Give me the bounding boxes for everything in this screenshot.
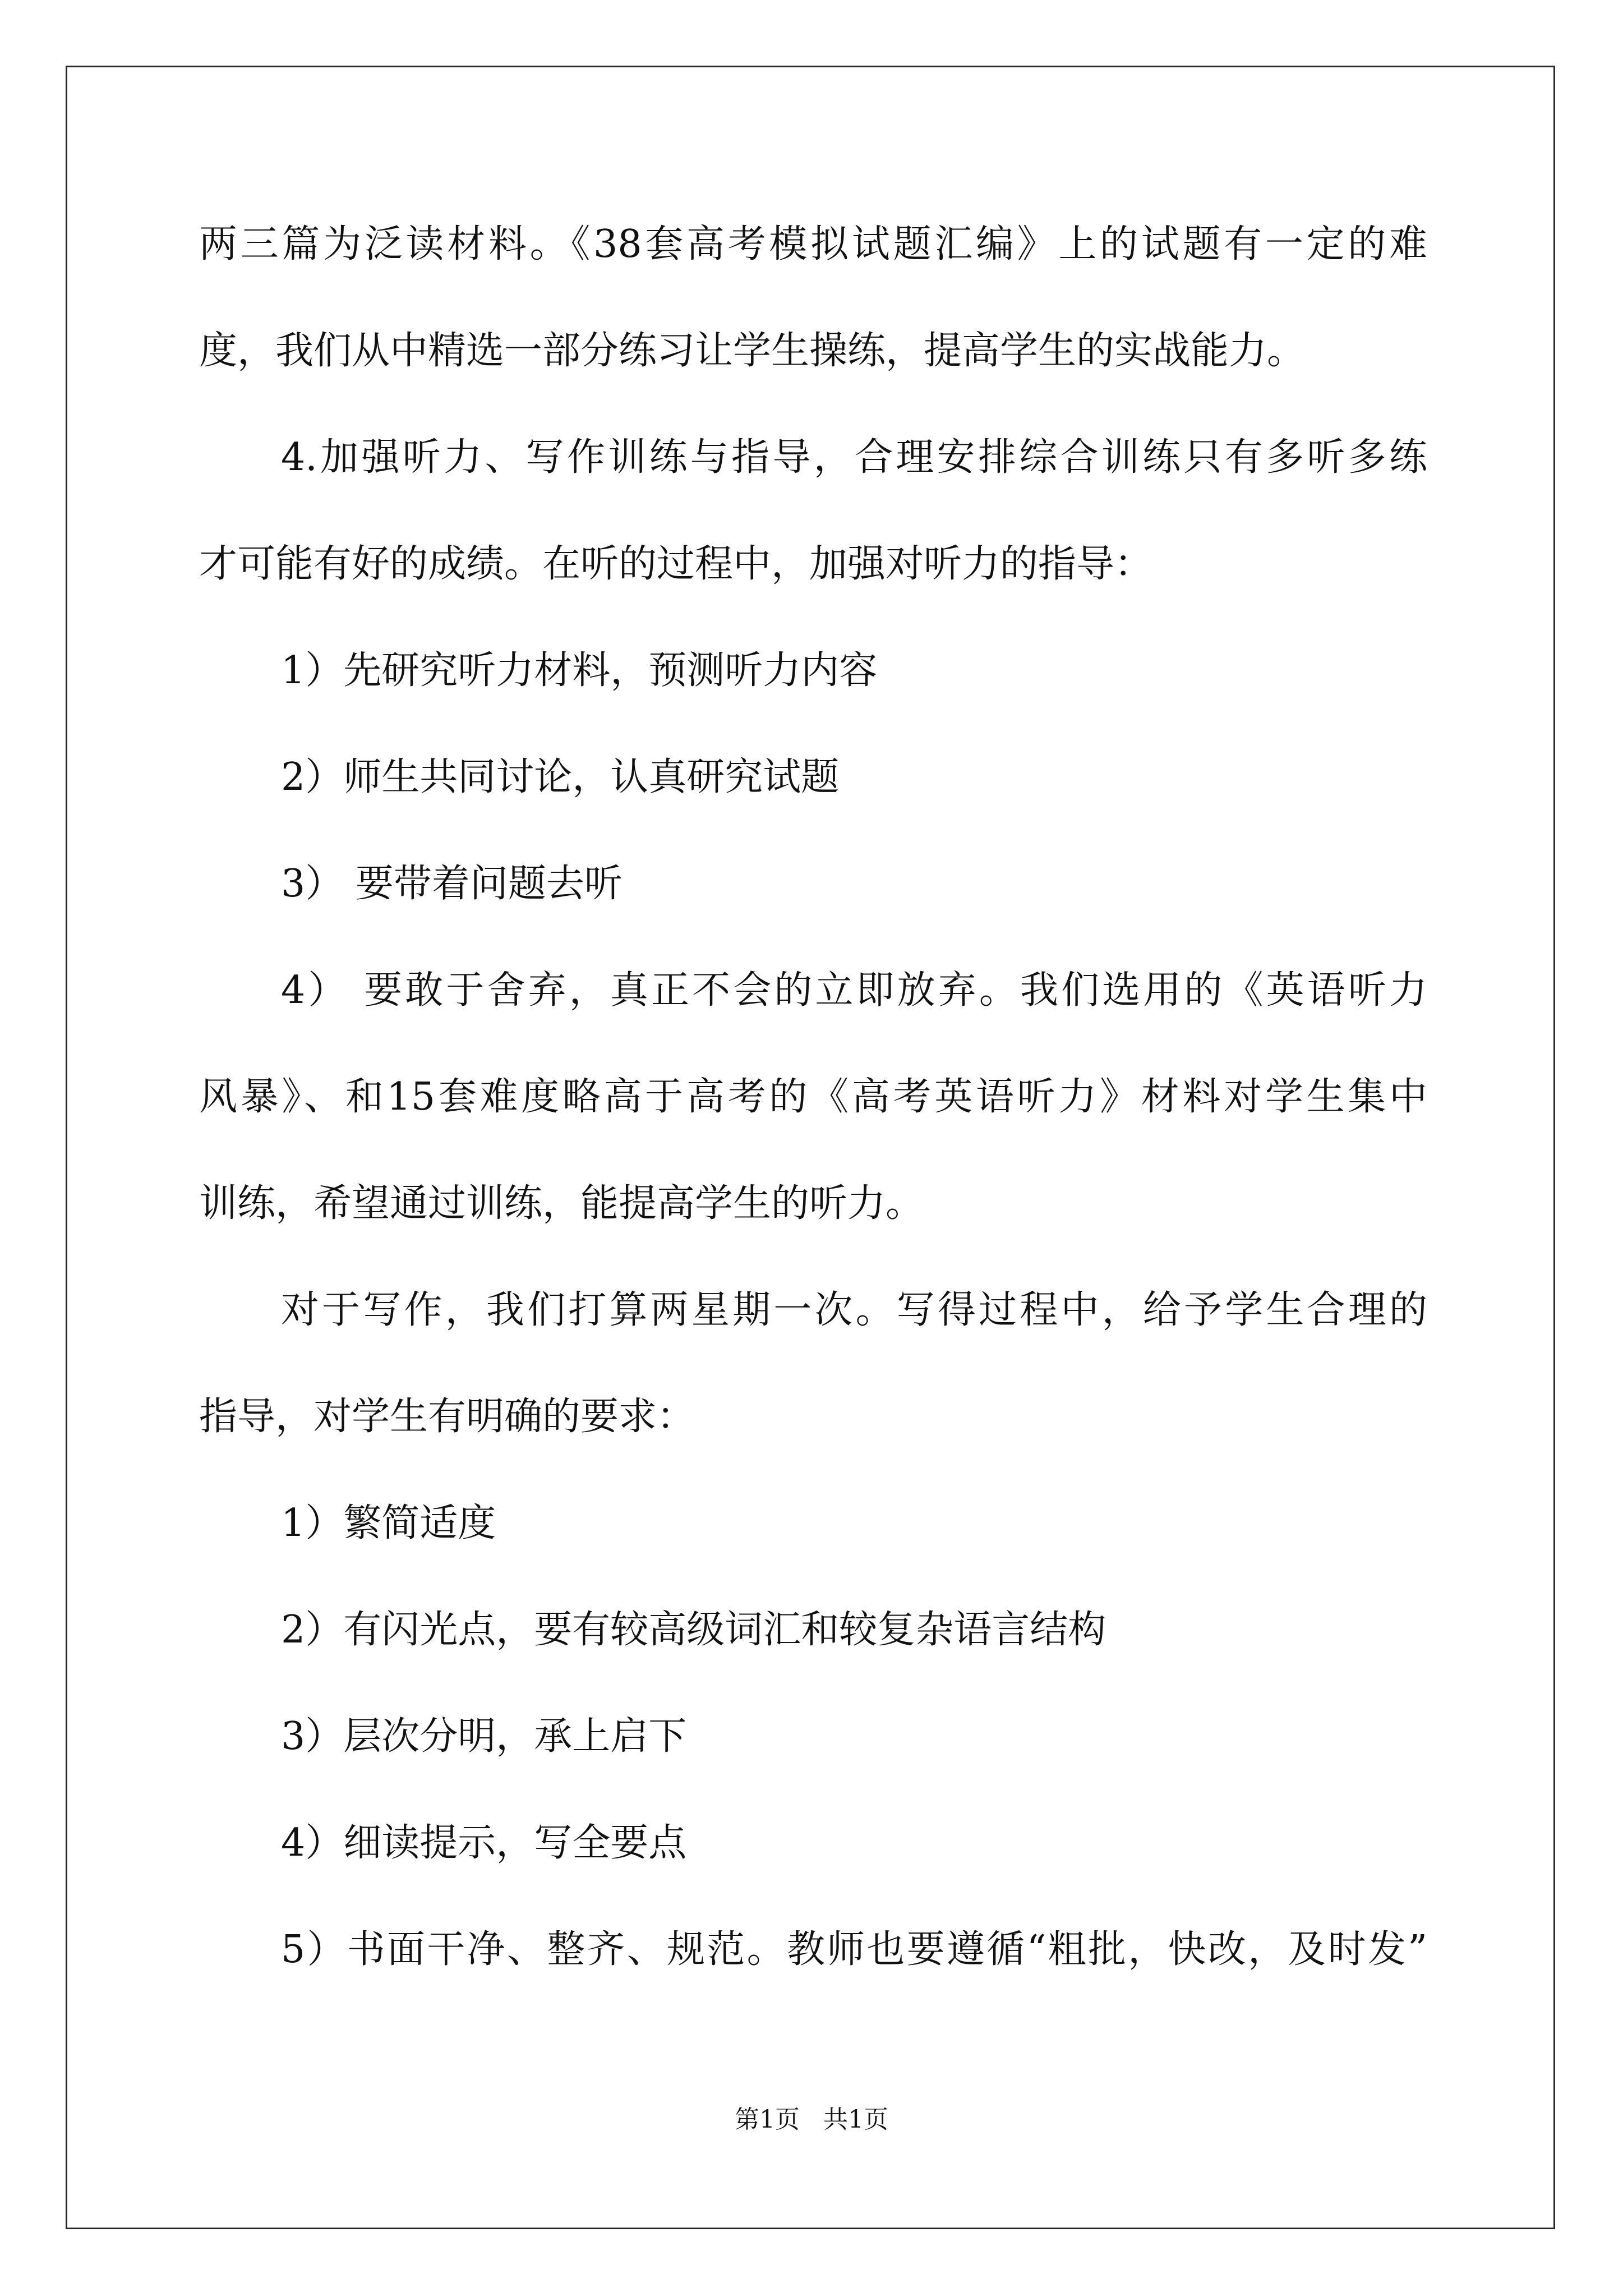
text-line-9: 风暴》、和15套难度略高于高考的《高考英语听力》材料对学生集中 xyxy=(199,1075,1427,1119)
text-line-7: 3） 要带着问题去听 xyxy=(281,862,623,906)
text-line-11: 对于写作，我们打算两星期一次。写得过程中，给予学生合理的 xyxy=(281,1288,1427,1332)
text-line-3: 4.加强听力、写作训练与指导，合理安排综合训练只有多听多练 xyxy=(281,435,1427,480)
page-border xyxy=(66,66,1555,2229)
text-line-8: 4） 要敢于舍弃，真正不会的立即放弃。我们选用的《英语听力 xyxy=(281,968,1427,1013)
page-footer: 第1页 共1页 xyxy=(735,2105,888,2134)
text-line-14: 2）有闪光点，要有较高级词汇和较复杂语言结构 xyxy=(281,1608,1106,1652)
text-line-6: 2）师生共同讨论，认真研究试题 xyxy=(281,755,840,799)
text-line-4: 才可能有好的成绩。在听的过程中，加强对听力的指导： xyxy=(199,542,1153,586)
text-line-13: 1）繁简适度 xyxy=(281,1501,496,1545)
text-line-1: 两三篇为泛读材料。《38套高考模拟试题汇编》上的试题有一定的难 xyxy=(199,222,1427,266)
text-line-10: 训练，希望通过训练，能提高学生的听力。 xyxy=(199,1181,924,1226)
text-line-16: 4）细读提示，写全要点 xyxy=(281,1821,687,1865)
text-line-12: 指导，对学生有明确的要求： xyxy=(199,1395,695,1439)
text-line-5: 1）先研究听力材料，预测听力内容 xyxy=(281,648,878,693)
text-line-15: 3）层次分明，承上启下 xyxy=(281,1714,687,1759)
text-line-17: 5）书面干净、整齐、规范。教师也要遵循“粗批，快改，及时发” xyxy=(281,1927,1427,1972)
text-line-2: 度，我们从中精选一部分练习让学生操练，提高学生的实战能力。 xyxy=(199,329,1306,373)
